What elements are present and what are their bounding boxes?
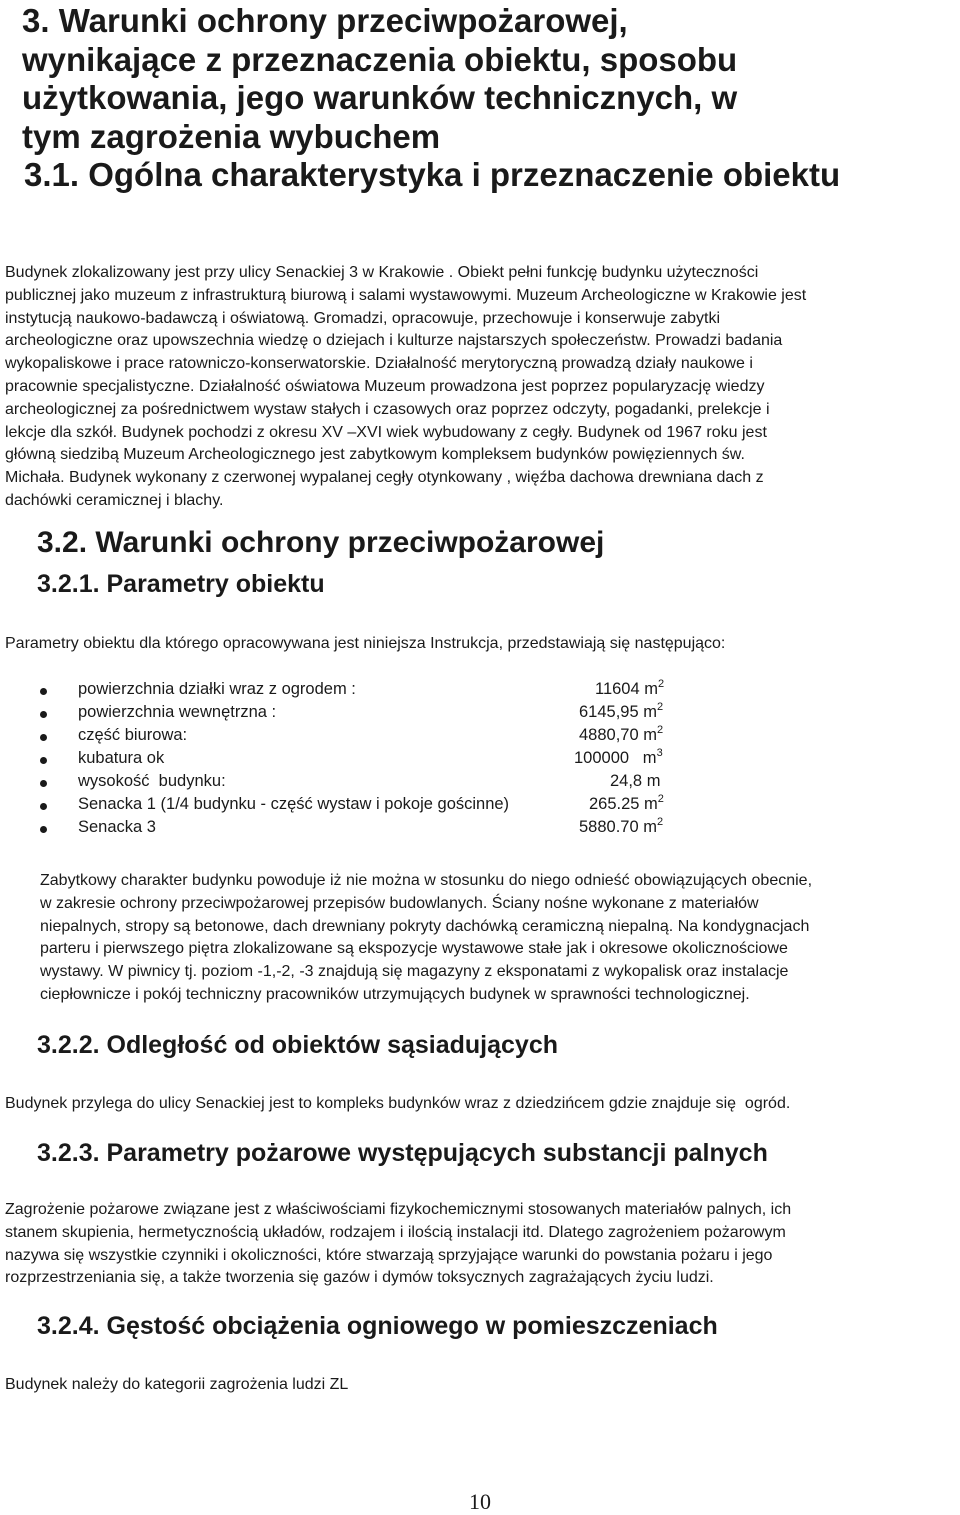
bullet-icon [40,780,47,787]
bullet-icon [40,826,47,833]
bullet-icon [40,803,47,810]
section-3-2-3-title: 3.2.3. Parametry pożarowe występujących substancji palnych [37,1139,768,1167]
item-value: 265.25 $m^2$ [589,793,664,813]
item-value: 6145,95 $m^2$ [579,701,664,721]
item-label: Senacka 1 (1/4 budynku - część wystaw i pokoje gościnne) [78,795,510,813]
list-item [40,747,740,770]
paragraph-line: w zakresie ochrony przeciwpożarowej przepisów budowlanych. Ściany nośne wykonane z materiałów [40,894,759,912]
paragraph-line: dachówki ceramicznej i blachy. [5,491,224,509]
item-value: 4880,70 $m^2$ [579,724,664,744]
bullet-icon [40,757,47,764]
list-item [40,724,740,747]
item-value: 11604 $m^2$ [595,678,665,698]
paragraph-line: główną siedzibą Muzeum Archeologicznego jest zabytkowym kompleksem budynków powięziennych św. [5,446,745,464]
heading-line: tym zagrożenia wybuchem [22,117,441,155]
section-3-2-2-text: Budynek przylega do ulicy Senackiej jest to kompleks budynków wraz z dziedzińcem gdzie znajduje się ogród. [5,1095,791,1112]
section-3-2-title: 3.2. Warunki ochrony przeciwpożarowej [37,526,605,559]
list-item [40,701,740,724]
item-label: Senacka 3 [78,818,156,836]
subheading-3-1: 3.1. Ogólna charakterystyka i przeznaczenie obiektu [24,156,841,193]
list-item [40,793,740,816]
heading-line: 3. Warunki ochrony przeciwpożarowej, [22,2,628,39]
item-value: 5880.70 $m^2$ [579,816,664,836]
intro-paragraph [5,262,806,513]
item-value: 24,8 m [610,772,661,790]
list-item [40,816,740,839]
section-3-2-4-title: 3.2.4. Gęstość obciążenia ogniowego w pomieszczeniach [37,1312,718,1340]
bullet-icon [40,688,47,695]
building-description [40,870,812,1007]
paragraph-line: parteru i pierwszego piętra zlokalizowane są ekspozycje wystawowe stałe jak i okresowe okolicznościowe [40,940,788,958]
paragraph-line: lekcje dla szkół. Budynek pochodzi z okresu XV –XVI wiek wybudowany z cegły. Budynek od 1967 roku jest [5,423,767,441]
parameters-intro: Parametry obiektu dla którego opracowywana jest niniejsza Instrukcja, przedstawiają się następująco: [5,635,726,652]
paragraph-line: ciepłownicze i pokój techniczny pracowników utrzymujących budynek w sprawności technologicznej. [40,985,750,1003]
main-heading [22,2,942,195]
paragraph-line: archeologicznej za pośrednictwem wystaw stałych i czasowych oraz poprzez odczyty, pogadanki, prelekcje i [5,400,770,418]
bullet-icon [40,734,47,741]
paragraph-line: nazywa się wszystkie czynniki i okoliczności, które stwarzają sprzyjające warunki do powstania pożaru i jego [5,1246,773,1264]
item-label: powierzchnia wewnętrzna : [78,703,277,721]
heading-line: użytkowania, jego warunków technicznych, w [22,79,738,116]
paragraph-line: rozprzestrzeniania się, a także tworzenia się gazów i dymów toksycznych zagrażających życiu ludzi. [5,1269,714,1287]
paragraph-line: Michała. Budynek wykonany z czerwonej wypalanej cegły otynkowany , więźba dachowa drewniana dach z [5,469,764,487]
list-item [40,678,740,701]
heading-line: wynikające z przeznaczenia obiektu, sposobu [22,40,738,78]
paragraph-line: wykopaliskowe i prace ratowniczo-konserwatorskie. Działalność merytoryczną prowadzą działy naukowe i [5,355,753,373]
list-item [40,770,740,793]
paragraph-line: archeologiczne oraz upowszechnia wiedzę o dziejach i kulturze najstarszych społeczeństw. Prowadzi badania [5,332,783,350]
parameters-list [40,678,740,839]
paragraph-line: publicznej jako muzeum z infrastrukturą biurową i salami wystawowymi. Muzeum Archeologiczne w Krakowie jest [5,286,807,304]
item-label: wysokość budynku: [78,772,226,790]
paragraph-line: instytucją naukowo-badawczą i oświatową. Gromadzi, opracowuje, przechowuje i konserwuje zabytki [5,309,721,327]
paragraph-line: pracownie specjalistyczne. Działalność oświatowa Muzeum prowadzona jest poprzez popularyzację wiedzy [5,377,765,395]
paragraph-line: Budynek zlokalizowany jest przy ulicy Senackiej 3 w Krakowie . Obiekt pełni funkcję budynku użyteczności [5,264,759,281]
paragraph-line: stanem skupienia, hermetycznością układów, rodzajem i ilością instalacji itd. Dlatego zagrożeniem pożarowym [5,1223,786,1241]
paragraph-line: niepalnych, stropy są betonowe, dach drewniany pokryty dachówką ceramiczną niepalną. Na kondygnacjach [40,917,810,935]
item-label: kubatura ok [78,749,165,767]
section-3-2-3-text [5,1199,791,1290]
page-number: 10 [469,1489,491,1514]
section-3-2-4-text: Budynek należy do kategorii zagrożenia ludzi ZL [5,1376,349,1393]
paragraph-line: Zabytkowy charakter budynku powoduje iż nie można w stosunku do niego odnieść obowiązujących obecnie, [40,872,813,889]
item-label: powierzchnia działki wraz z ogrodem : [78,680,356,698]
item-value: 100000 $m^3$ [574,747,663,767]
section-3-2-1-title: 3.2.1. Parametry obiektu [37,570,325,598]
item-label: część biurowa: [78,726,188,744]
paragraph-line: Zagrożenie pożarowe związane jest z właściwościami fizykochemicznymi stosowanych materiałów palnych, ich [5,1201,792,1218]
bullet-icon [40,711,47,718]
paragraph-line: wystawy. W piwnicy tj. poziom -1,-2, -3 znajdują się magazyny z eksponatami z wykopalisk oraz instalacje [40,963,789,981]
section-3-2-2-title: 3.2.2. Odległość od obiektów sąsiadujących [37,1031,559,1059]
